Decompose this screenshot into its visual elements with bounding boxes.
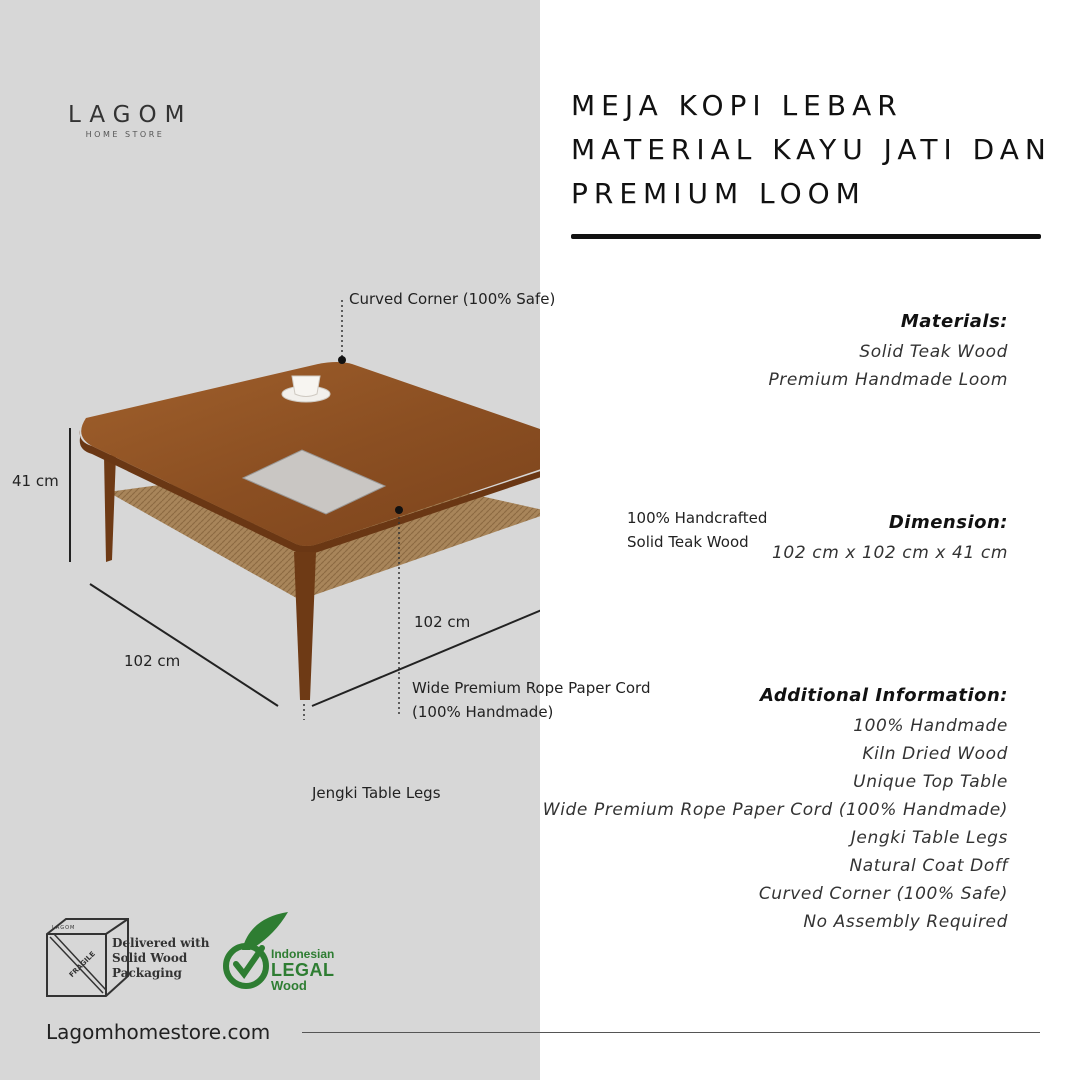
table-leg-back-left [104,455,116,562]
rope-label-line-1: Wide Premium Rope Paper Cord [412,679,651,697]
width-label-left: 102 cm [124,652,181,670]
footer-divider [302,1032,1040,1033]
cup [292,376,320,397]
additional-info-item: Curved Corner (100% Safe) [758,884,1008,904]
table-leg-front [294,552,316,700]
legal-line-1: Indonesian [271,947,335,961]
width-dimension-line-left [90,584,278,706]
packaging-text [112,936,209,981]
additional-info-item: Kiln Dried Wood [862,744,1008,764]
height-label: 41 cm [12,472,59,490]
materials-item: Premium Handmade Loom [768,370,1008,390]
materials-heading: Materials: [900,311,1008,332]
brand-tagline: HOME STORE [85,130,165,139]
additional-info-item: No Assembly Required [803,912,1008,932]
packaging-line-3: Packaging [112,966,182,980]
rope-label-line-2: (100% Handmade) [412,703,554,721]
title-line-3: PREMIUM LOOM [571,177,866,210]
title-divider [571,234,1041,239]
legs-label: Jengki Table Legs [312,784,441,802]
width-label-right: 102 cm [414,613,471,631]
handcrafted-label-line-2: Solid Teak Wood [627,533,749,551]
additional-info-item: Jengki Table Legs [850,828,1008,848]
legal-wood-text [271,948,335,992]
additional-info-heading: Additional Information: [760,685,1008,706]
materials-item: Solid Teak Wood [859,342,1008,362]
website-link[interactable]: Lagomhomestore.com [46,1020,271,1044]
packaging-logo: LAGOM [52,925,76,931]
additional-info-item: Unique Top Table [853,772,1008,792]
dimension-item: 102 cm x 102 cm x 41 cm [772,543,1008,563]
materials-section [768,311,1008,394]
dimension-heading: Dimension: [888,512,1008,533]
title-line-2: MATERIAL KAYU JATI DAN [571,133,1052,166]
additional-info-item: Natural Coat Doff [849,856,1008,876]
legal-line-3: Wood [271,978,307,993]
packaging-line-1: Delivered with [112,936,210,950]
packaging-stamp: FRAGILE [67,949,97,980]
legal-line-2: LEGAL [271,960,335,980]
product-title [571,84,1071,216]
rope-dot [395,506,403,514]
additional-info-section [543,685,1008,936]
dimension-section [772,512,1008,567]
additional-info-item: 100% Handmade [853,716,1008,736]
handcrafted-label-line-1: 100% Handcrafted [627,509,768,527]
curved-corner-label: Curved Corner (100% Safe) [349,290,556,308]
title-line-1: MEJA KOPI LEBAR [571,89,903,122]
handcrafted-label [627,506,767,554]
curved-corner-dot [338,356,346,364]
packaging-line-2: Solid Wood [112,951,188,965]
brand-name: LAGOM [68,102,193,128]
additional-info-item: Wide Premium Rope Paper Cord (100% Handmade) [542,800,1008,820]
